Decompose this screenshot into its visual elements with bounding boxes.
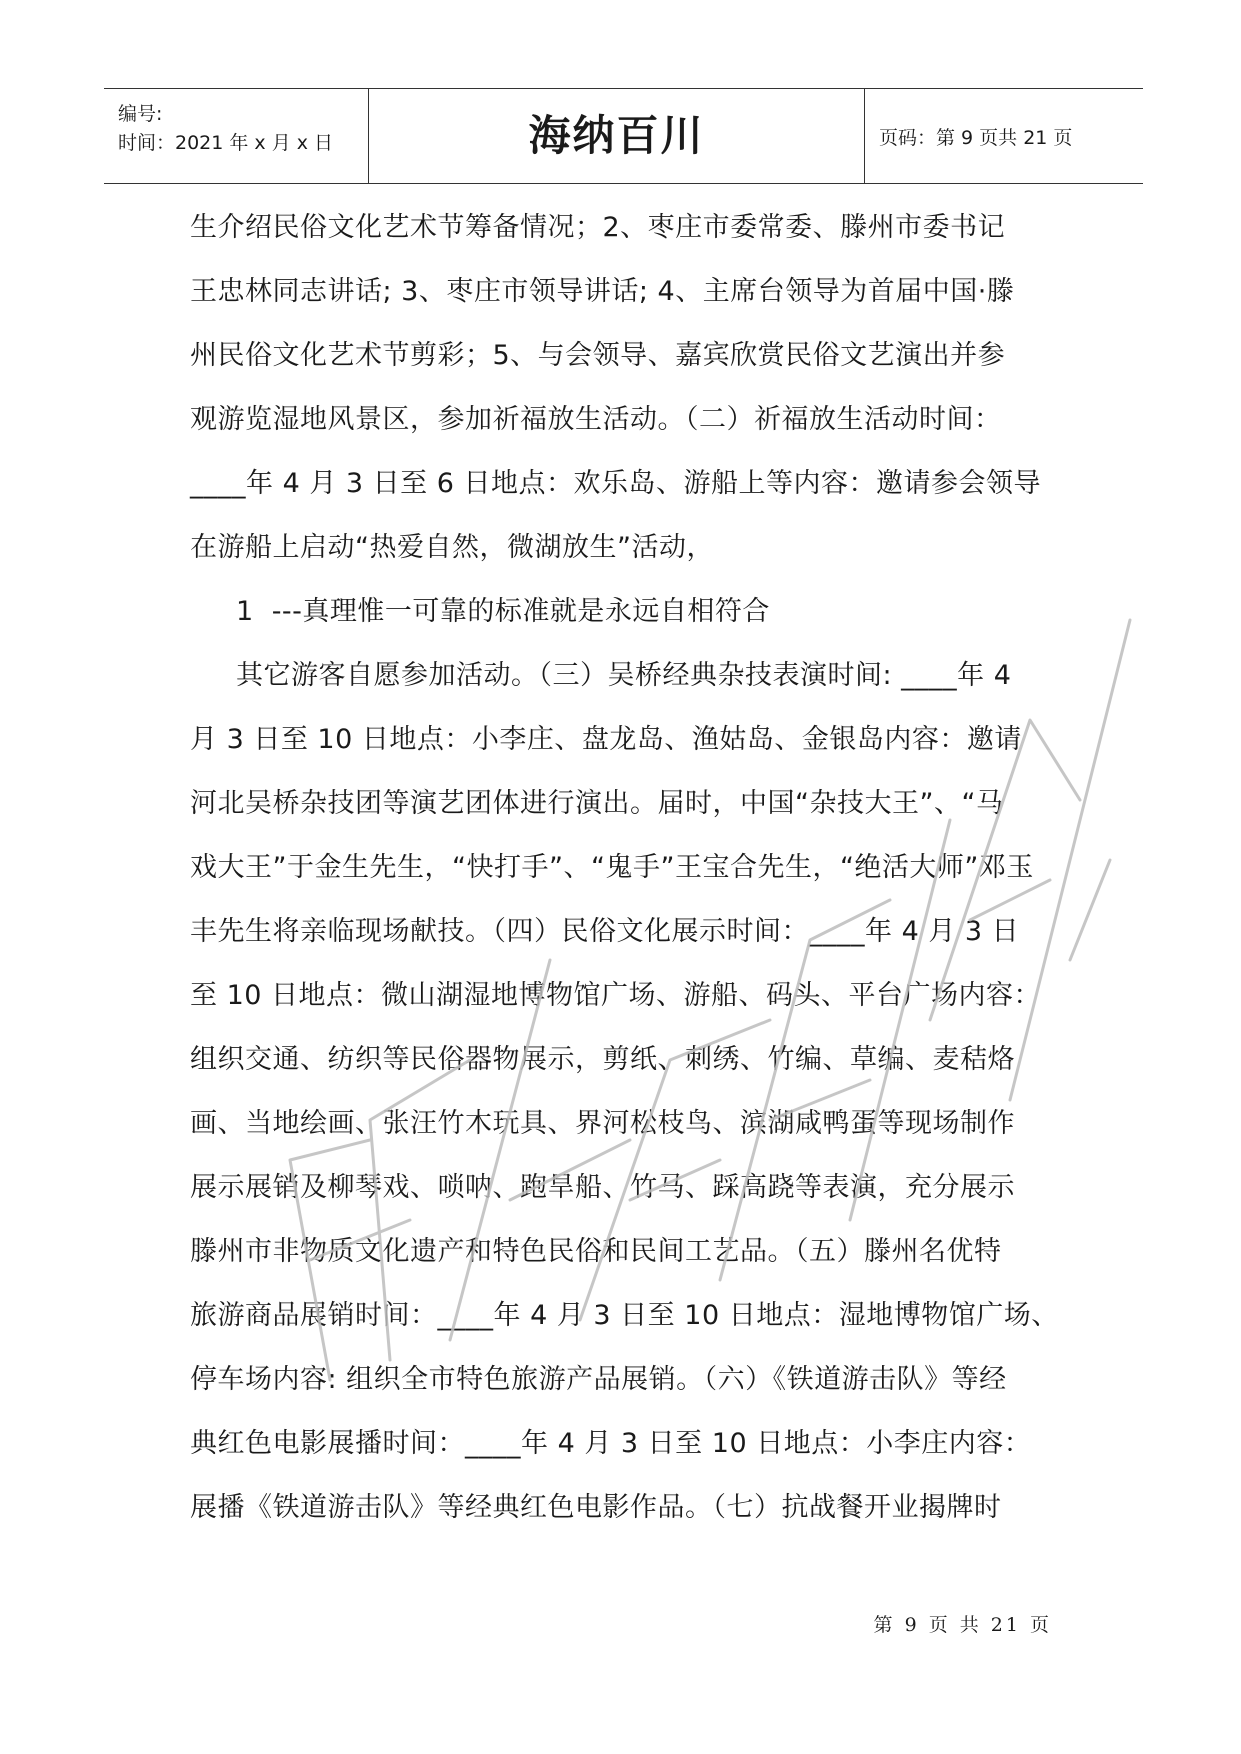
- document-body: [190, 196, 1090, 1540]
- body-line: 画、当地绘画、张汪竹木玩具、界河松枝鸟、滨湖咸鸭蛋等现场制作: [190, 1108, 1015, 1139]
- body-line: 王忠林同志讲话; 3、枣庄市领导讲话; 4、主席台领导为首届中国·滕: [190, 276, 1015, 307]
- body-line: 州民俗文化艺术节剪彩；5、与会领导、嘉宾欣赏民俗文艺演出并参: [190, 340, 1006, 371]
- body-line: 其它游客自愿参加活动。（三）吴桥经典杂技表演时间: ____年 4: [236, 660, 1012, 691]
- body-line: 旅游商品展销时间：____年 4 月 3 日至 10 日地点：湿地博物馆广场、: [190, 1300, 1059, 1331]
- page-footer: 第 9 页 共 21 页: [873, 1614, 1052, 1636]
- body-line: 展示展销及柳琴戏、唢呐、跑旱船、竹马、踩高跷等表演，充分展示: [190, 1172, 1015, 1203]
- body-line: 组织交通、纺织等民俗器物展示，剪纸、刺绣、竹编、草编、麦秸烙: [190, 1044, 1015, 1075]
- quote-number: 1: [236, 596, 254, 627]
- quote-text: ---真理惟一可靠的标准就是永远自相符合: [271, 596, 770, 627]
- body-line: 展播《铁道游击队》等经典红色电影作品。（七）抗战餐开业揭牌时: [190, 1492, 1002, 1523]
- quote-line: [190, 580, 1090, 644]
- body-line: 丰先生将亲临现场献技。（四）民俗文化展示时间：____年 4 月 3 日: [190, 916, 1020, 947]
- document-number-label: 编号:: [118, 103, 163, 125]
- header-right-cell: [865, 89, 1143, 183]
- header-page-number: 页码：第 9 页共 21 页: [879, 127, 1073, 149]
- body-line: 观游览湿地风景区，参加祈福放生活动。（二）祈福放生活动时间：: [190, 404, 1002, 435]
- page-header: [104, 88, 1143, 184]
- body-line: 月 3 日至 10 日地点：小李庄、盘龙岛、渔姑岛、金银岛内容：邀请: [190, 724, 1022, 755]
- body-line: 至 10 日地点：微山湖湿地博物馆广场、游船、码头、平台广场内容：: [190, 980, 1042, 1011]
- body-line: 生介绍民俗文化艺术节筹备情况；2、枣庄市委常委、滕州市委书记: [190, 212, 1006, 243]
- body-line: 典红色电影展播时间：____年 4 月 3 日至 10 日地点：小李庄内容：: [190, 1428, 1032, 1459]
- body-line: ____年 4 月 3 日至 6 日地点：欢乐岛、游船上等内容：邀请参会领导: [190, 468, 1042, 499]
- body-line: 滕州市非物质文化遗产和特色民俗和民间工艺品。（五）滕州名优特: [190, 1236, 1002, 1267]
- header-left-cell: [104, 89, 369, 183]
- header-title-cell: [369, 89, 865, 183]
- document-title: 海纳百川: [528, 111, 705, 160]
- body-line: 河北吴桥杂技团等演艺团体进行演出。届时，中国“杂技大王”、“马: [190, 788, 1004, 819]
- body-line: 停车场内容: 组织全市特色旅游产品展销。（六）《铁道游击队》等经: [190, 1364, 1007, 1395]
- document-time-label: 时间：2021 年 x 月 x 日: [118, 132, 334, 154]
- body-line: 戏大王”于金生先生，“快打手”、“鬼手”王宝合先生，“绝活大师”邓玉: [190, 852, 1034, 883]
- body-line: 在游船上启动“热爱自然，微湖放生”活动，: [190, 532, 714, 563]
